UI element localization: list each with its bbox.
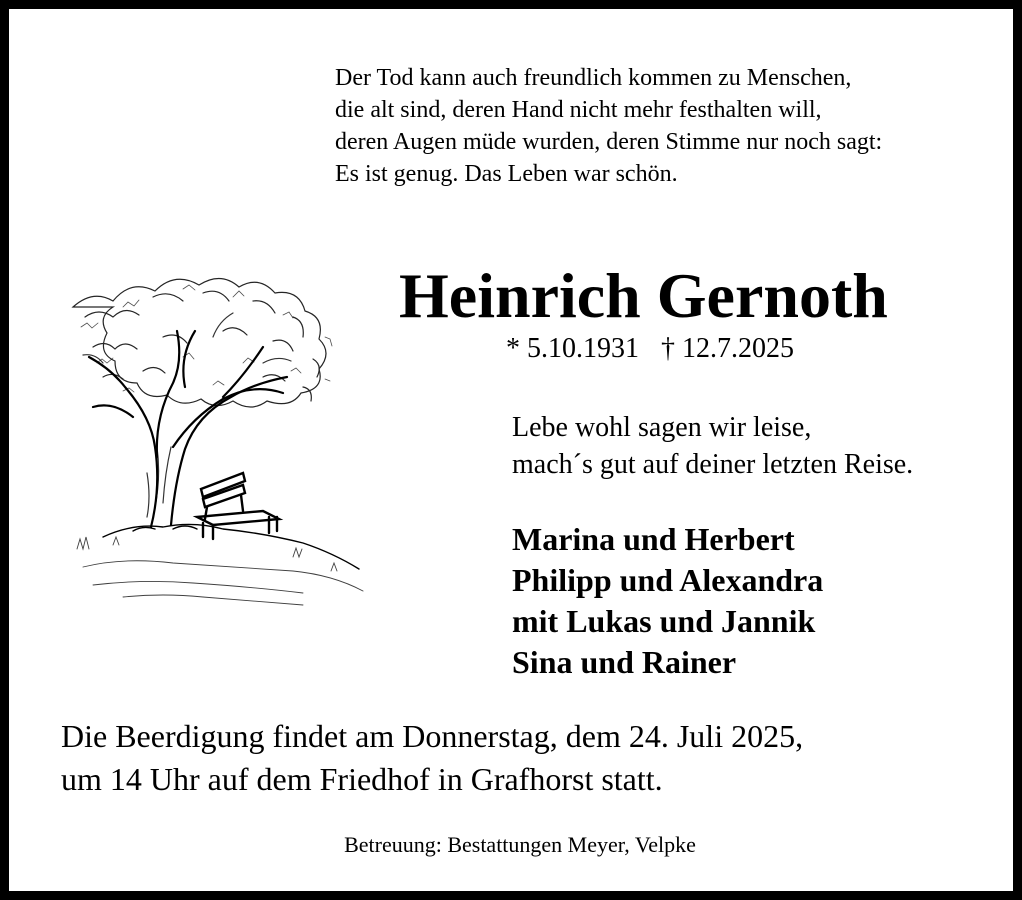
death-date: † 12.7.2025 <box>661 333 794 364</box>
verse-line: mach´s gut auf deiner letzten Reise. <box>512 449 914 480</box>
farewell-verse <box>512 409 913 483</box>
funeral-line: Die Beerdigung findet am Donnerstag, dem 24. Juli 2025, <box>61 718 804 754</box>
deceased-name: Heinrich Gernoth <box>399 260 888 331</box>
family-line: Marina und Herbert <box>512 521 795 557</box>
funeral-announcement <box>61 715 803 801</box>
verse-line: Lebe wohl sagen wir leise, <box>512 412 812 443</box>
poem-line: die alt sind, deren Hand nicht mehr festhalten will, <box>335 97 822 123</box>
poem-line: Der Tod kann auch freundlich kommen zu Menschen, <box>335 65 852 91</box>
life-dates <box>506 332 794 366</box>
funeral-home-credit: Betreuung: Bestattungen Meyer, Velpke <box>344 832 696 857</box>
funeral-line: um 14 Uhr auf dem Friedhof in Grafhorst statt. <box>61 761 663 797</box>
family-line: Sina und Rainer <box>512 644 737 680</box>
tree-and-bench-illustration-icon <box>63 267 379 619</box>
family-line: mit Lukas und Jannik <box>512 603 816 639</box>
family-line: Philipp und Alexandra <box>512 562 824 598</box>
opening-poem <box>335 62 1015 190</box>
mourning-family <box>512 519 823 683</box>
poem-line: Es ist genug. Das Leben war schön. <box>335 161 678 187</box>
poem-line: deren Augen müde wurden, deren Stimme nur noch sagt: <box>335 129 883 155</box>
birth-date: * 5.10.1931 <box>506 333 639 364</box>
